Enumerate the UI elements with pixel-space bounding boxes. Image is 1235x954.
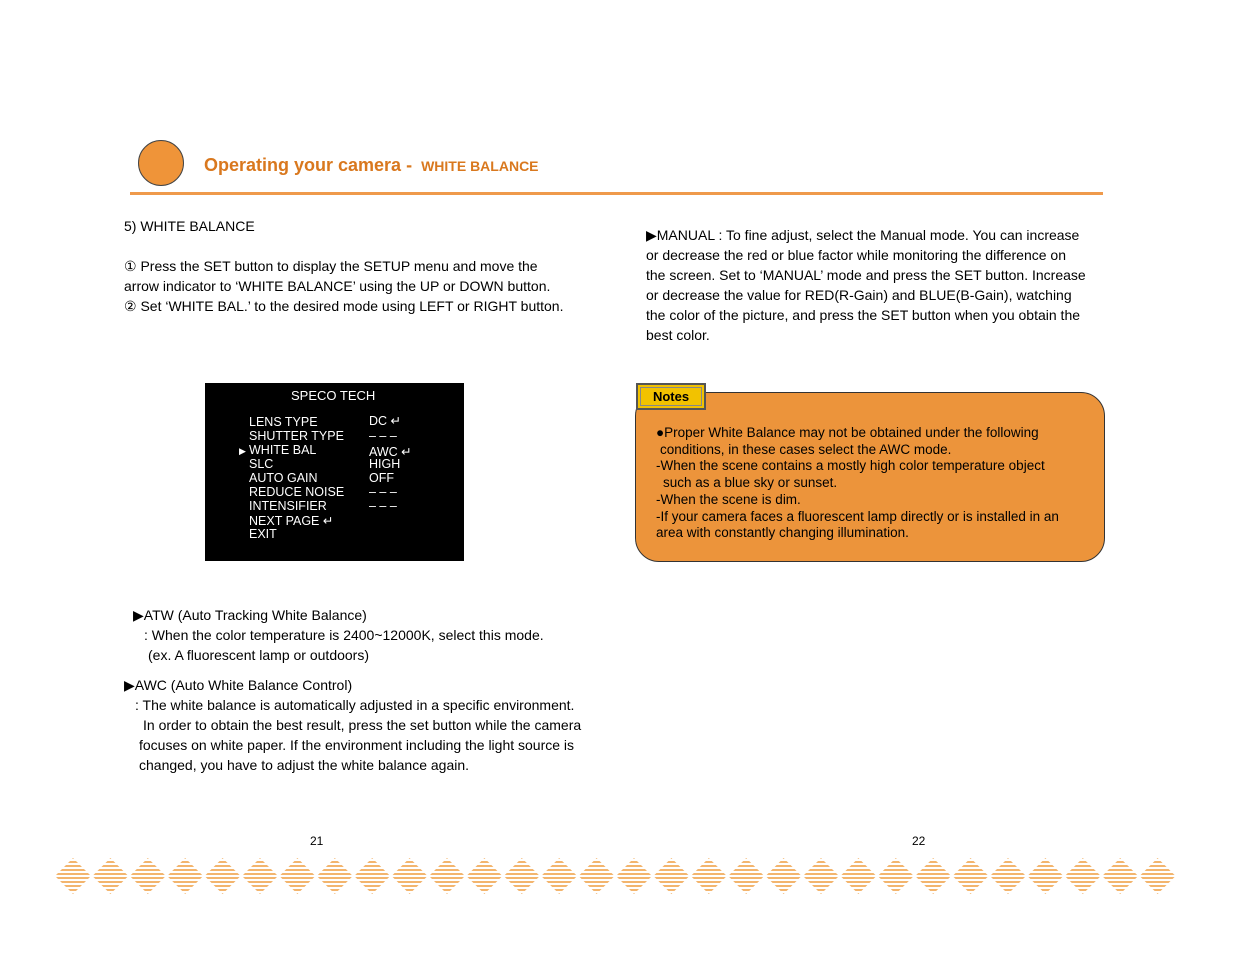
menu-value-reduce-noise: – – –	[369, 485, 397, 499]
menu-item-auto-gain: AUTO GAIN	[249, 471, 318, 485]
diamond-shape	[354, 858, 390, 894]
notes-line-3: -When the scene contains a mostly high color temperature object	[656, 458, 1045, 473]
menu-header: SPECO TECH	[291, 388, 376, 403]
diamond-shape	[728, 858, 764, 894]
diamond-shape	[1102, 858, 1138, 894]
diamond-shape	[1027, 858, 1063, 894]
page-title	[204, 155, 539, 176]
notes-line-2: conditions, in these cases select the AWC mode.	[660, 442, 952, 457]
menu-value-lens-type: DC ↵	[369, 414, 402, 428]
menu-item-next-page: NEXT PAGE ↵	[249, 514, 334, 528]
manual-line-1: ▶MANUAL : To fine adjust, select the Manual mode. You can increase	[646, 227, 1080, 243]
osd-menu-screen	[205, 383, 464, 561]
diamond-shape	[803, 858, 839, 894]
diamond-shape	[392, 858, 428, 894]
menu-value-shutter-type: – – –	[369, 429, 397, 443]
header-divider	[130, 192, 1103, 195]
diamond-shape	[541, 858, 577, 894]
menu-item-lens-type: LENS TYPE	[249, 415, 318, 429]
diamond-shape	[466, 858, 502, 894]
menu-value-white-bal: AWC ↵	[369, 445, 412, 459]
awc-line-3: focuses on white paper. If the environment including the light source is	[139, 737, 575, 753]
title-main: Operating your camera -	[204, 155, 418, 175]
menu-item-reduce-noise: REDUCE NOISE	[249, 485, 345, 499]
diamond-shape	[1140, 858, 1176, 894]
diamond-shape	[653, 858, 689, 894]
page-number-right: 22	[912, 834, 926, 848]
diamond-shape	[691, 858, 727, 894]
diamond-shape	[1065, 858, 1101, 894]
atw-line-1: : When the color temperature is 2400~12000K, select this mode.	[144, 627, 544, 643]
awc-line-4: changed, you have to adjust the white balance again.	[139, 757, 470, 773]
menu-value-auto-gain: OFF	[369, 471, 394, 485]
diamond-shape	[953, 858, 989, 894]
manual-line-2: or decrease the red or blue factor while monitoring the difference on	[646, 247, 1066, 263]
diamond-shape	[429, 858, 465, 894]
diamond-shape	[92, 858, 128, 894]
menu-item-slc: SLC	[249, 457, 274, 471]
notes-line-7: area with constantly changing illumination.	[656, 525, 909, 540]
awc-line-2: In order to obtain the best result, press the set button while the camera	[143, 717, 582, 733]
manual-line-6: best color.	[646, 327, 710, 343]
menu-item-shutter-type: SHUTTER TYPE	[249, 429, 344, 443]
diamond-shape	[579, 858, 615, 894]
menu-value-slc: HIGH	[369, 457, 401, 471]
diamond-shape	[766, 858, 802, 894]
diamond-shape	[242, 858, 278, 894]
diamond-shape	[504, 858, 540, 894]
diamond-shape	[915, 858, 951, 894]
notes-line-5: -When the scene is dim.	[656, 492, 801, 507]
diamond-shape	[279, 858, 315, 894]
diamond-shape	[990, 858, 1026, 894]
menu-item-intensifier: INTENSIFIER	[249, 499, 327, 513]
manual-line-3: the screen. Set to ‘MANUAL’ mode and press the SET button. Increase	[646, 267, 1086, 283]
menu-value-intensifier: – – –	[369, 499, 397, 513]
diamond-shape	[840, 858, 876, 894]
section-heading: 5) WHITE BALANCE	[124, 218, 255, 234]
diamond-shape	[616, 858, 652, 894]
awc-heading: ▶AWC (Auto White Balance Control)	[124, 677, 353, 693]
menu-pointer-icon: ▶	[239, 446, 246, 456]
notes-line-1: ●Proper White Balance may not be obtained under the following	[656, 425, 1039, 440]
notes-line-6: -If your camera faces a fluorescent lamp directly or is installed in an	[656, 509, 1059, 524]
awc-line-1: : The white balance is automatically adjusted in a specific environment.	[135, 697, 575, 713]
manual-line-4: or decrease the value for RED(R-Gain) and BLUE(B-Gain), watching	[646, 287, 1072, 303]
diamond-border-decoration	[55, 857, 1180, 895]
atw-heading: ▶ATW (Auto Tracking White Balance)	[133, 607, 367, 623]
section-circle-icon	[138, 140, 184, 186]
diamond-shape	[317, 858, 353, 894]
diamond-shape	[167, 858, 203, 894]
diamond-shape	[205, 858, 241, 894]
menu-item-white-bal: WHITE BAL	[249, 443, 317, 457]
title-subtitle: WHITE BALANCE	[421, 158, 539, 174]
notes-line-4: such as a blue sky or sunset.	[663, 475, 838, 490]
step-line-1: ① Press the SET button to display the SETUP menu and move the	[124, 258, 538, 274]
notes-tag: Notes	[636, 383, 706, 410]
atw-line-2: (ex. A fluorescent lamp or outdoors)	[148, 647, 369, 663]
diamond-shape	[130, 858, 166, 894]
step-line-3: ② Set ‘WHITE BAL.’ to the desired mode using LEFT or RIGHT button.	[124, 298, 564, 314]
step-line-2: arrow indicator to ‘WHITE BALANCE’ using the UP or DOWN button.	[124, 278, 551, 294]
manual-line-5: the color of the picture, and press the SET button when you obtain the	[646, 307, 1081, 323]
diamond-shape	[878, 858, 914, 894]
menu-item-exit: EXIT	[249, 527, 277, 541]
diamond-shape	[55, 858, 91, 894]
page-number-left: 21	[310, 834, 324, 848]
